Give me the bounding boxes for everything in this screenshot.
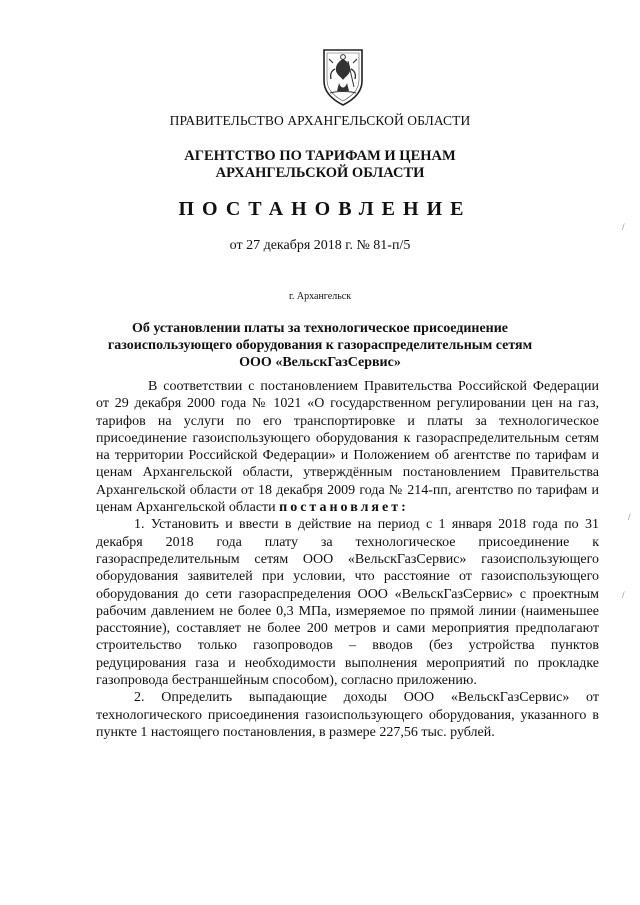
item-2-paragraph: 2. Определить выпадающие доходы ООО «ВельскГазСервис» от технологического присоединения газоиспользующего оборудования, указанного в пункте 1 настоящего постановления, в размере 227,56 тыс. рублей. (96, 690, 599, 740)
margin-mark: / (622, 222, 625, 232)
coat-of-arms-icon (321, 47, 365, 107)
government-name: ПРАВИТЕЛЬСТВО АРХАНГЕЛЬСКОЙ ОБЛАСТИ (169, 113, 471, 128)
document-city: г. Архангельск (288, 291, 352, 302)
document-body (96, 378, 599, 741)
document-title (0, 320, 640, 371)
margin-mark: / (628, 512, 631, 522)
preamble-paragraph (96, 378, 599, 516)
agency-name-line1: АГЕНТСТВО ПО ТАРИФАМ И ЦЕНАМ (184, 148, 456, 164)
document-type: ПОСТАНОВЛЕНИЕ (178, 198, 472, 220)
document-date-number: от 27 декабря 2018 г. № 81-п/5 (229, 238, 411, 253)
preamble-text: В соответствии с постановлением Правительства Российской Федерации от 29 декабря 2000 года № 1021 «О государственном регулировании цен на газ, тарифов на услуги по его транспортировке и платы за технологическое присоединение газоиспользующего оборудования к газораспределительным сетям на территории Российской Федерации» и Положением об агентстве по тарифам и ценам Архангельской области, утверждённым постановлением Правительства Архангельской области от 18 декабря 2009 года № 214-пп, агентство по тарифам и ценам Архангельской области (96, 379, 599, 516)
resolves-word: постановляет: (279, 500, 409, 516)
document-title-line3: ООО «ВельскГазСервис» (239, 355, 401, 370)
item-1-paragraph: 1. Установить и ввести в действие на период с 1 января 2018 года по 31 декабря 2018 года плату за технологическое присоединение к газораспределительным сетям ООО «ВельскГазСервис» газоиспользующего оборудования заявителей при условии, что расстояние от газоиспользующего оборудования до сети газораспределения ООО «ВельскГазСервис» с проектным рабочим давлением не более 0,3 МПа, измеряемое по прямой линии (наименьшее расстояние), составляет не более 200 метров и сами мероприятия предполагают строительство только газопроводов – вводов (без устройства пунктов редуцирования газа и необходимости выполнения мероприятий по прокладке газопровода бестраншейным способом), согласно приложению. (96, 517, 599, 689)
document-title-line1: Об установлении платы за технологическое присоединение (131, 321, 509, 336)
margin-mark: / (622, 590, 625, 600)
agency-name-line2: АРХАНГЕЛЬСКОЙ ОБЛАСТИ (215, 165, 425, 181)
agency-name (0, 148, 640, 182)
document-title-line2: газоиспользующего оборудования к газораспределительным сетям (107, 338, 533, 353)
